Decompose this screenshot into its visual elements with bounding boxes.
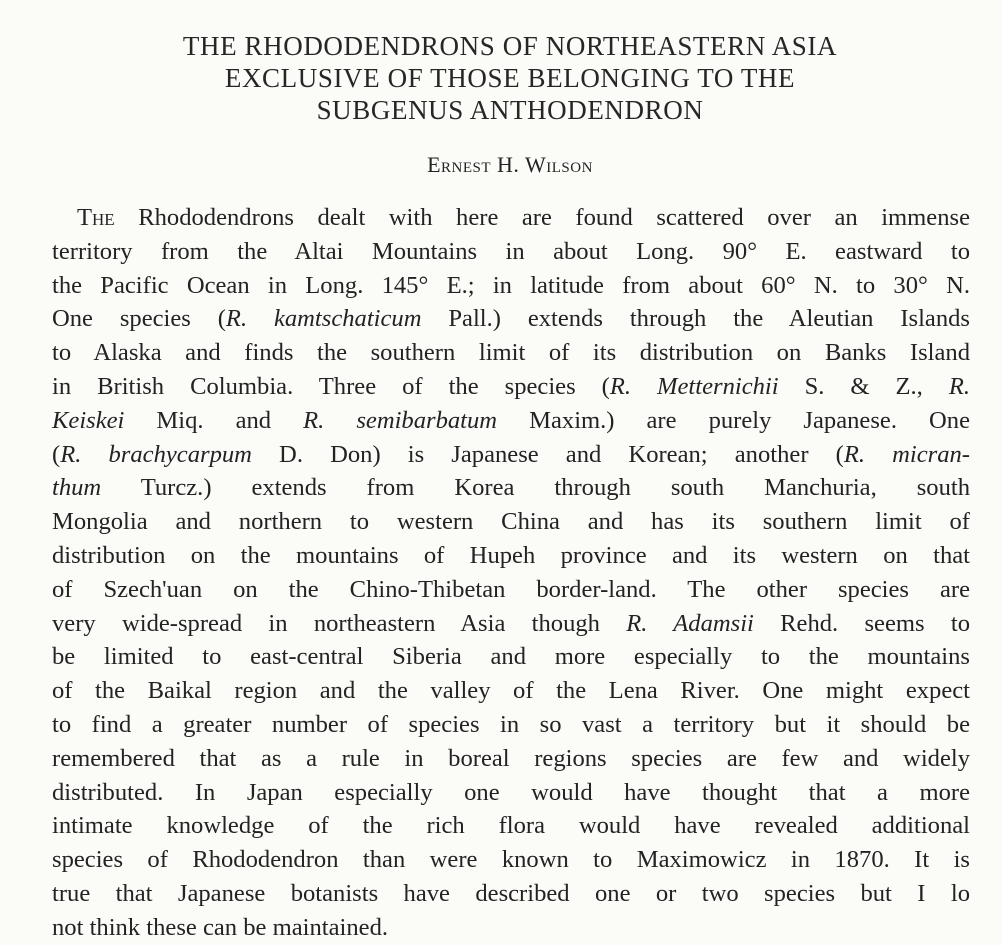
text-run: S. & Z., bbox=[778, 372, 949, 400]
text-run: Turcz.) extends from Korea through south Manchuria, south bbox=[101, 474, 970, 502]
text-run: species of Rhododendron than were known to Maximowicz in 1870. It is bbox=[52, 846, 970, 874]
article-title bbox=[60, 30, 960, 126]
body-paragraph bbox=[52, 201, 970, 945]
text-run: Rehd. seems to bbox=[753, 609, 970, 637]
text-run: territory from the Altai Mountains in about Long. 90° E. eastward to bbox=[52, 237, 970, 265]
title-line: SUBGENUS ANTHODENDRON bbox=[316, 95, 704, 125]
text-run: not think these can be maintained. bbox=[52, 913, 389, 941]
text-line bbox=[52, 640, 970, 674]
text-line bbox=[52, 471, 970, 505]
text-line bbox=[52, 404, 970, 438]
italic-text: R. bbox=[948, 372, 970, 400]
text-line bbox=[52, 269, 970, 303]
text-run: distribution on the mountains of Hupeh province and its western on that bbox=[52, 541, 970, 569]
text-run: D. Don) is Japanese and Korean; another ( bbox=[251, 440, 844, 468]
title-line: THE RHODODENDRONS OF NORTHEASTERN ASIA bbox=[182, 31, 838, 61]
text-line bbox=[52, 539, 970, 573]
text-line bbox=[52, 370, 970, 404]
text-run: in British Columbia. Three of the species ( bbox=[52, 372, 610, 400]
text-line bbox=[52, 201, 970, 235]
text-run: ( bbox=[52, 440, 61, 468]
text-run: true that Japanese botanists have described one or two species but I lo bbox=[52, 879, 970, 907]
text-line bbox=[52, 674, 970, 708]
italic-text: Keiskei bbox=[52, 406, 125, 434]
italic-text: R. kamtschaticum bbox=[225, 305, 422, 333]
author-name: Ernest H. Wilson bbox=[427, 152, 593, 177]
text-line bbox=[52, 809, 970, 843]
text-line bbox=[52, 336, 970, 370]
italic-text: thum bbox=[52, 474, 102, 502]
text-run: One species ( bbox=[52, 305, 226, 333]
text-line bbox=[52, 505, 970, 539]
text-run: very wide-spread in northeastern Asia though bbox=[52, 609, 627, 637]
text-run: the Pacific Ocean in Long. 145° E.; in latitude from about 60° N. to 30° N. bbox=[52, 271, 970, 299]
italic-text: R. Adamsii bbox=[626, 609, 754, 637]
text-line bbox=[52, 607, 970, 641]
text-run: intimate knowledge of the rich flora would have revealed additional bbox=[52, 812, 970, 840]
text-run: to find a greater number of species in so vast a territory but it should be bbox=[52, 710, 970, 738]
text-line bbox=[52, 776, 970, 810]
text-line bbox=[52, 911, 970, 945]
text-run: Miq. and bbox=[124, 406, 304, 434]
text-run: Pall.) extends through the Aleutian Islands bbox=[421, 305, 970, 333]
text-line bbox=[52, 708, 970, 742]
text-run: Rhododendrons dealt with here are found scattered over an immense bbox=[114, 204, 970, 231]
text-run: Maxim.) are purely Japanese. One bbox=[497, 406, 970, 434]
text-run: Mongolia and northern to western China and has its southern limit of bbox=[52, 508, 970, 536]
italic-text: R. Metternichii bbox=[609, 372, 779, 400]
text-line bbox=[52, 438, 970, 472]
text-run: remembered that as a rule in boreal regions species are few and widely bbox=[52, 744, 970, 772]
italic-text: R. brachycarpum bbox=[60, 440, 252, 468]
text-run: of the Baikal region and the valley of the Lena River. One might expect bbox=[52, 677, 970, 705]
text-run: to Alaska and finds the southern limit of its distribution on Banks Island bbox=[52, 339, 970, 367]
text-run: of Szech'uan on the Chino-Thibetan border-land. The other species are bbox=[52, 575, 970, 603]
italic-text: R. semibarbatum bbox=[303, 406, 498, 434]
text-line bbox=[52, 877, 970, 911]
title-line: EXCLUSIVE OF THOSE BELONGING TO THE bbox=[224, 63, 796, 93]
text-run: distributed. In Japan especially one would have thought that a more bbox=[52, 778, 970, 806]
small-caps-text: The bbox=[77, 204, 115, 231]
text-line bbox=[52, 235, 970, 269]
text-line bbox=[52, 742, 970, 776]
text-run: be limited to east-central Siberia and more especially to the mountains bbox=[52, 643, 970, 671]
italic-text: R. micran- bbox=[843, 440, 970, 468]
text-line bbox=[52, 302, 970, 336]
text-line bbox=[52, 843, 970, 877]
text-line bbox=[52, 573, 970, 607]
